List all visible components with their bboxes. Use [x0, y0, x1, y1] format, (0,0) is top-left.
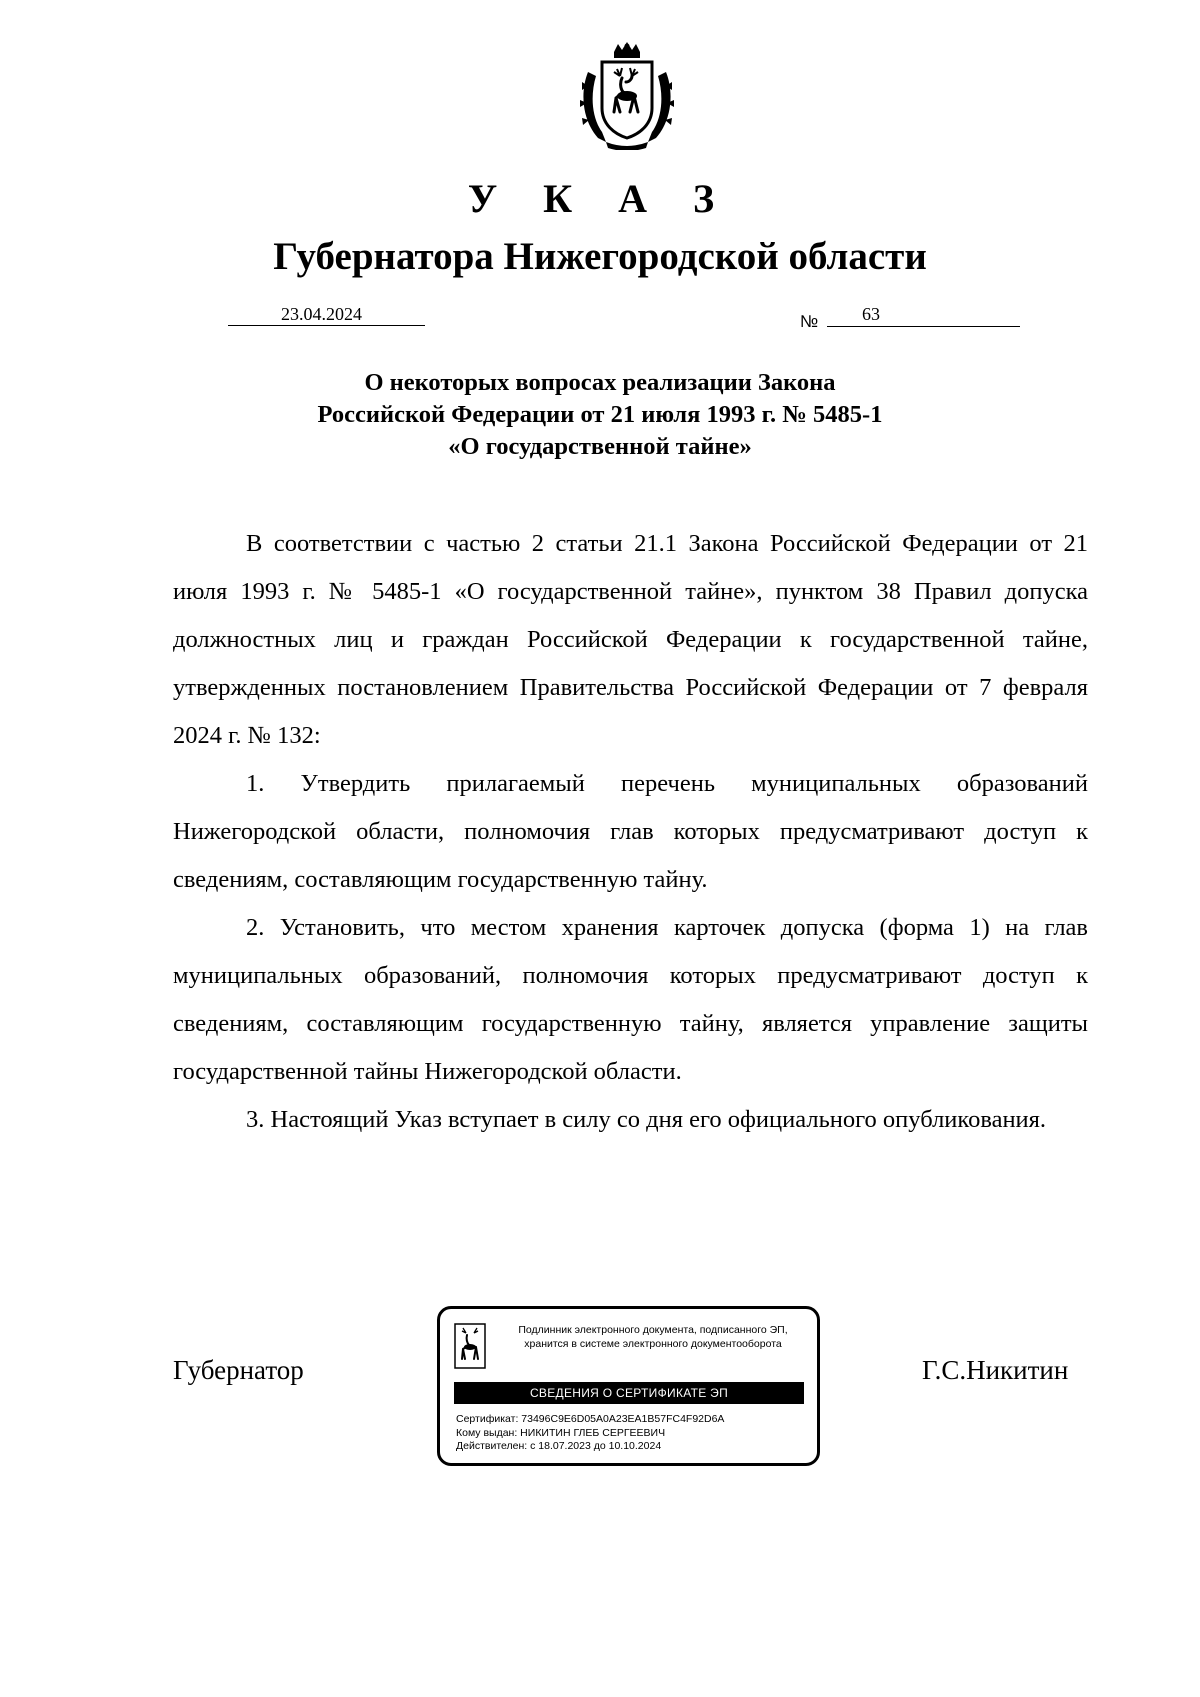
number-underline	[827, 326, 1020, 327]
preamble-paragraph: В соответствии с частью 2 статьи 21.1 Закона Российской Федерации от 21 июля 1993 г. № 5485-1 «О государственной тайне», пунктом 38 Правил допуска должностных лиц и граждан Российской Федерации к государственной тайне, утвержденных постановлением Правительства Российской Федерации от 7 февраля 2024 г. № 132:	[173, 530, 1088, 749]
certificate-details	[456, 1413, 724, 1454]
certificate-info-bar: СВЕДЕНИЯ О СЕРТИФИКАТЕ ЭП	[454, 1382, 804, 1404]
document-date: 23.04.2024	[281, 304, 362, 324]
stamp-header-line: Подлинник электронного документа, подписанного ЭП,	[518, 1324, 788, 1336]
issuer-heading: Губернатора Нижегородской области	[273, 235, 927, 278]
coat-of-arms-emblem	[576, 42, 678, 150]
date-underline	[228, 325, 425, 326]
decree-item-1: 1. Утвердить прилагаемый перечень муниципальных образований Нижегородской области, полномочия глав которых предусматривают доступ к сведениям, составляющим государственную тайну.	[173, 770, 1088, 893]
document-title	[0, 367, 1200, 463]
electronic-signature-stamp	[437, 1306, 820, 1466]
document-title-line: Российской Федерации от 21 июля 1993 г. № 5485-1	[317, 401, 883, 428]
certificate-validity: Действителен: с 18.07.2023 до 10.10.2024	[456, 1440, 662, 1452]
stamp-header-line: хранится в системе электронного документооборота	[524, 1338, 782, 1350]
decree-item-3: 3. Настоящий Указ вступает в силу со дня его официального опубликования.	[246, 1106, 1047, 1133]
document-body	[173, 520, 1088, 1144]
certificate-serial: Сертификат: 73496C9E6D05A0A23EA1B57FC4F92D6A	[456, 1413, 725, 1425]
document-title-line: О некоторых вопросах реализации Закона	[364, 369, 836, 396]
deer-emblem-icon	[454, 1323, 486, 1369]
document-number: 63	[862, 304, 880, 324]
document-type-heading: У К А З	[467, 176, 733, 221]
certificate-owner: Кому выдан: НИКИТИН ГЛЕБ СЕРГЕЕВИЧ	[456, 1426, 666, 1439]
stamp-header	[492, 1323, 814, 1351]
number-sign: №	[800, 312, 819, 331]
signatory-name: Г.С.Никитин	[922, 1355, 1069, 1385]
signatory-role: Губернатор	[173, 1355, 304, 1385]
document-title-line: «О государственной тайне»	[448, 433, 752, 460]
decree-item-2: 2. Установить, что местом хранения карточек допуска (форма 1) на глав муниципальных образований, полномочия которых предусматривают доступ к сведениям, составляющим государственную тайну, является управление защиты государственной тайны Нижегородской области.	[173, 914, 1088, 1085]
